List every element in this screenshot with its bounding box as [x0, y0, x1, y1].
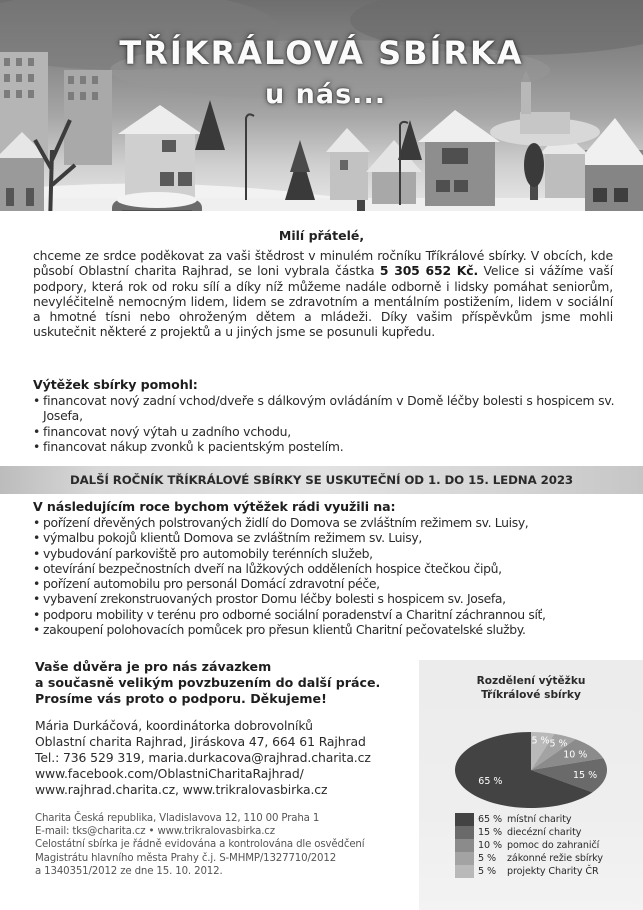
footer-line: a 1340351/2012 ze dne 15. 10. 2012. [35, 865, 223, 877]
contact-block [35, 718, 415, 798]
legend-swatch [455, 826, 474, 839]
legend-value: 15 % [478, 827, 502, 838]
helped-heading: Výtěžek sbírky pomohl: [33, 377, 198, 392]
greeting: Milí přátelé, [278, 228, 365, 243]
legend-swatch [455, 839, 474, 852]
legend-item [455, 839, 603, 852]
legend-value: 65 % [478, 814, 502, 825]
pie-slice-label: 5 % [549, 738, 568, 750]
intro-paragraph [33, 248, 613, 340]
header-subtitle: u nás... [265, 79, 386, 110]
legend-item [455, 826, 603, 839]
list-item: • vybavení zrekonstruovaných prostor Domu léčby bolesti s hospicem sv. Josefa, [33, 591, 633, 606]
header-title: TŘÍKRÁLOVÁ SBÍRKA [119, 34, 524, 72]
list-item: • financovat nákup zvonků k pacientským postelím. [33, 439, 623, 454]
legend-item [455, 865, 603, 878]
footer-line: Magistrátu hlavního města Prahy č.j. S-MHMP/1327710/2012 [35, 852, 337, 864]
intro-text-after: Velice si vážíme vaší podpory, která rok od roku sílí a díky níž můžeme nadále odborně i lidsky pomáhat seniorům, nevyléčitelně nemocným lidem, lidem se zdravotním a mentálním postižením, lidem v sociální a hmotné tísni nebo ohroženým dětem a mládeži. Díky vašim příspěvkům jsme mohli uskutečnit některé z projektů a u jiných jsme se posunuli kupředu. [33, 263, 613, 340]
list-item: • výmalbu pokojů klientů Domova se zvláštním režimem sv. Luisy, [33, 530, 633, 545]
helped-list [33, 393, 623, 454]
header-illustration [0, 0, 643, 211]
chart-title-line: Rozdělení výtěžku [476, 675, 586, 687]
pie-slice-label: 10 % [563, 749, 588, 761]
plans-section [33, 499, 633, 637]
closing-line: Prosíme vás proto o podporu. Děkujeme! [35, 691, 327, 706]
footer-info [35, 812, 415, 878]
contact-name: Mária Durkáčová, koordinátorka dobrovolníků [35, 718, 313, 733]
legend-label: projekty Charity ČR [507, 866, 599, 877]
closing-line: a současně velikým povzbuzením do další práce. [35, 675, 381, 690]
legend-label: zákonné režie sbírky [507, 853, 603, 864]
list-item: • financovat nový výtah u zadního vchodu, [33, 424, 623, 439]
pie-slice-label: 15 % [572, 769, 598, 781]
contact-address: Oblastní charita Rajhrad, Jiráskova 47, 664 61 Rajhrad [35, 734, 366, 749]
plans-list [33, 515, 633, 637]
legend-item [455, 813, 603, 826]
intro-text-before: chceme ze srdce poděkovat za vaši štědrost v minulém ročníku Tříkrálové sbírky. V obcích, kde působí Oblastní charita Rajhrad, se loni vybrala částka [33, 248, 613, 279]
list-item: • pořízení automobilu pro personál Domácí zdravotní péče, [33, 576, 633, 591]
list-item: • vybudování parkoviště pro automobily terénních služeb, [33, 546, 633, 561]
chart-legend [455, 813, 603, 878]
legend-label: místní charity [507, 814, 572, 825]
collected-amount: 5 305 652 Kč. [379, 263, 478, 279]
legend-swatch [455, 813, 474, 826]
legend-value: 5 % [478, 866, 496, 877]
closing-message [35, 659, 415, 707]
legend-label: diecézní charity [507, 827, 582, 838]
footer-line: Charita Česká republika, Vladislavova 12, 110 00 Praha 1 [35, 813, 320, 824]
website-links[interactable]: www.rajhrad.charita.cz, www.trikralovasbirka.cz [35, 782, 328, 797]
list-item: • podporu mobility v terénu pro odborné sociální poradenství a Charitní záchrannou síť, [33, 607, 633, 622]
helped-section [33, 377, 623, 454]
legend-label: pomoc do zahraničí [507, 840, 600, 851]
pie-slice-label: 65 % [478, 775, 503, 787]
footer-line: Celostátní sbírka je řádně evidována a kontrolována dle osvědčení [35, 839, 365, 851]
list-item: • financovat nový zadní vchod/dveře s dálkovým ovládáním v Domě léčby bolesti s hospicem sv. Josefa, [33, 393, 623, 424]
pie-chart [419, 660, 643, 810]
list-item: • pořízení dřevěných polstrovaných židlí do Domova se zvláštním režimem sv. Luisy, [33, 515, 633, 530]
list-item: • zakoupení polohovacích pomůcek pro přesun klientů Charitní pečovatelské služby. [33, 622, 633, 637]
legend-swatch [455, 865, 474, 878]
facebook-link[interactable]: www.facebook.com/OblastniCharitaRajhrad/ [35, 766, 304, 781]
legend-value: 5 % [478, 853, 496, 864]
legend-value: 10 % [478, 840, 502, 851]
chart-title-line: Tříkrálové sbírky [481, 688, 581, 701]
legend-swatch [455, 852, 474, 865]
next-year-banner: DALŠÍ ROČNÍK TŘÍKRÁLOVÉ SBÍRKY SE USKUTEČNÍ OD 1. DO 15. LEDNA 2023 [0, 466, 643, 494]
closing-line: Vaše důvěra je pro nás závazkem [35, 659, 272, 674]
contact-phone-email[interactable]: Tel.: 736 529 319, maria.durkacova@rajhrad.charita.cz [35, 750, 371, 765]
list-item: • otevírání bezpečnostních dveří na lůžkových odděleních hospice čtečkou čipů, [33, 561, 633, 576]
plans-heading: V následujícím roce bychom výtěžek rádi využili na: [33, 499, 396, 514]
legend-item [455, 852, 603, 865]
footer-contact-line[interactable]: E-mail: tks@charita.cz • www.trikralovasbirka.cz [35, 826, 275, 838]
pie-slice-label: 5 % [531, 735, 550, 747]
